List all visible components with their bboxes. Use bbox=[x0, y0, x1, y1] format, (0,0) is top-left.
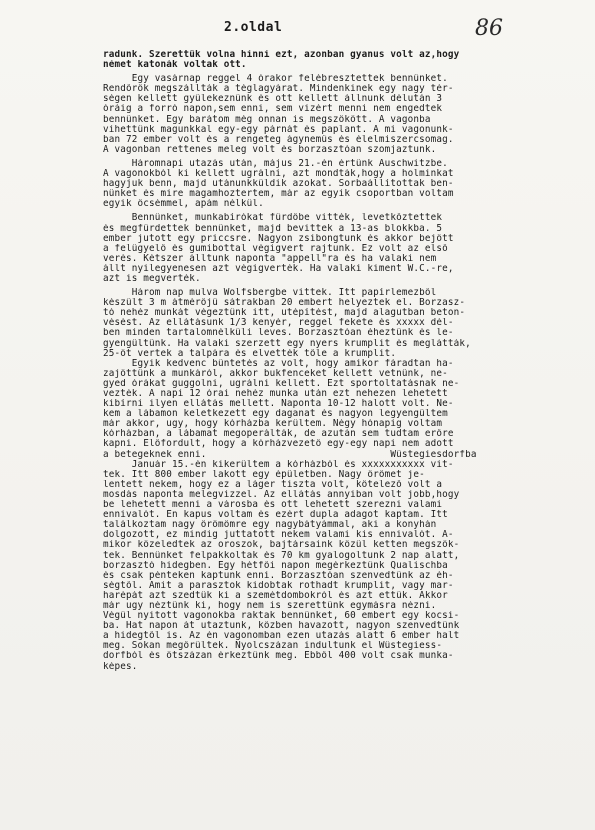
text-line: kem a lábamon keletkezett egy daganat és nagyon legyengültem bbox=[103, 409, 448, 420]
text-line: bennünket. Egy barátom még onnan is megszökött. A vagonba bbox=[103, 114, 431, 125]
text-line: kórházban, a lábamat megoperálták, de azután sem tudtam erőre bbox=[103, 429, 454, 440]
text-line: kapni. Előfordult, hogy a kórházvezető egy-egy napi nem adott bbox=[103, 439, 454, 450]
text-line: vezték. A napi 12 órai nehéz munka után ezt nehezen lehetett bbox=[103, 389, 448, 399]
text-line: tek. Bennünket felpakkoltak és 70 km gyalogoltunk 2 nap alatt, bbox=[103, 550, 460, 561]
text-line: harépát azt szedtük ki a szemétdombokról és azt ettük. Akkor bbox=[103, 590, 448, 601]
text-line: gyed órákat guggolni, ugrálni kellett. Ezt sportoltatásnak ne- bbox=[103, 378, 460, 389]
text-line: dolgozott, ez mindig juttatott nekem valami kis ennivalót. A- bbox=[103, 530, 454, 541]
text-line: meg. Sokan megőrültek. Nyolcszázan indultunk el Wüstegiess- bbox=[103, 641, 443, 652]
handwritten-page-number: 86 bbox=[475, 16, 503, 41]
text-line: képes. bbox=[103, 661, 138, 672]
text-line: borzasztó hidegben. Egy hétfői napon megérkeztünk Qualischba bbox=[103, 560, 448, 571]
text-line: ba. Hat napon át utaztunk, közben havazott, nagyon szenvedtünk bbox=[103, 621, 460, 632]
text-line: vihettünk magunkkal egy-egy párnát és paplant. A mi vagonunk- bbox=[103, 124, 454, 135]
text-line: zajöttünk a munkáról, akkor bukfenceket kellett vetnünk, ne- bbox=[103, 368, 448, 379]
text-line: Három nap mulva Wolfsbergbe vittek. Itt papírlemezből bbox=[103, 288, 437, 299]
text-line: ségen kellett gyülekeznünk és ott kellett állnunk délután 3 bbox=[103, 94, 443, 105]
page-header bbox=[0, 14, 595, 44]
text-line: óráig a forró napon,sem enni, sem vizért menni nem engedtek bbox=[103, 104, 443, 115]
text-line: Rendőrök megszállták a téglagyárat. Mindenkinek egy nagy tér- bbox=[103, 84, 454, 95]
text-line: kibírni ilyen ellátás mellett. Naponta 10-12 halott volt. Ne- bbox=[103, 399, 454, 410]
text-line: a felügyelő és gumibottal végigvert rajtunk. Ez volt az első bbox=[103, 243, 448, 254]
text-line: tek. Itt 800 ember lakott egy épületben. Nagy örömet je- bbox=[103, 469, 425, 480]
paragraph bbox=[103, 74, 558, 155]
text-line: A vagonokból ki kellett ugrálni, azt mondták,hogy a holminkat bbox=[103, 169, 454, 180]
text-line: radunk. Szerettük volna hinni ezt, azonban gyanus volt az,hogy bbox=[103, 50, 460, 60]
text-line: vésést. Az ellátásunk 1/3 kenyér, reggel fekete és xxxxx dél- bbox=[103, 318, 454, 329]
text-line: már ugy néztünk ki, hogy nem is szerettünk egymásra nézni. bbox=[103, 600, 437, 611]
text-line: nünket és mire magamhoztertem, már az egyik csoportban voltam bbox=[103, 189, 454, 200]
text-line: mosdás naponta melegvizzel. Az ellátás annyiban volt jobb,hogy bbox=[103, 489, 460, 500]
text-line: dorfból és ötszázan érkeztünk meg. Ebből 400 volt csak munka- bbox=[103, 651, 454, 662]
text-line: hagyjuk benn, majd utánunkküldik azokat. Sorbaállítottak ben- bbox=[103, 179, 454, 190]
paragraph bbox=[103, 213, 558, 284]
text-line: Végül nyitott vagonokba raktak bennünket, 60 embert egy kocsi- bbox=[103, 611, 460, 622]
text-line: Egyik kedvenc büntetés az volt, hogy amikor fáradtan ha- bbox=[103, 358, 454, 369]
text-line: ban 72 ember volt és a rengeteg ágyneműs és élelmiszercsomag. bbox=[103, 134, 454, 145]
text-line: lentett nekem, hogy ez a láger tiszta volt, kötelező volt a bbox=[103, 479, 443, 490]
text-line: Január 15.-én kikerültem a kórházból és xxxxxxxxxxx vit- bbox=[103, 459, 454, 470]
text-line: verés. Kétszer álltunk naponta "appell"ra és ha valaki nem bbox=[103, 253, 437, 264]
text-line: gyengültünk. Ha valaki szerzett egy nyers krumplit és meglátták, bbox=[103, 338, 471, 349]
text-line: ben minden tartalomnélküli leves. Borzasztóan éheztünk és le- bbox=[103, 328, 454, 339]
text-line: és megfürdettek bennünket, majd bevittek a 13-as blokkba. 5 bbox=[103, 223, 443, 234]
paragraph bbox=[103, 50, 558, 70]
text-line: 25-öt vertek a talpára és elvették tőle a krumplit. bbox=[103, 348, 397, 359]
text-line: azt is megverték. bbox=[103, 273, 201, 284]
text-line: ennivalót. Én kapus voltam és ezért dupla adagot kaptam. Itt bbox=[103, 510, 448, 521]
paragraph bbox=[103, 159, 558, 209]
text-line: Bennünket, munkabírókat fürdőbe vitték, levetkőztettek bbox=[103, 213, 443, 224]
text-line: ségtől. Amit a parasztok kidobtak rothadt krumplit, vagy mar- bbox=[103, 580, 454, 591]
text-line: Egy vasárnap reggel 4 órakor felébresztettek bennünket. bbox=[103, 74, 448, 85]
text-line: a hidegtől is. Az én vagonomban ezen utazás alatt 6 ember halt bbox=[103, 631, 460, 642]
text-line: ember jutott egy priccsre. Nagyon zsibongtunk és akkor bejött bbox=[103, 233, 454, 244]
text-line: és csak pénteken kaptunk enni. Borzasztóan szenvedtünk az éh- bbox=[103, 570, 454, 581]
text-line: találkoztam nagy örömömre egy nagybátyámmal, aki a konyhán bbox=[103, 520, 437, 531]
document-body bbox=[103, 50, 558, 676]
text-line: mikor közeledtek az oroszok, bajtársaink közül ketten megszök- bbox=[103, 540, 460, 551]
text-line: már akkor, ugy, hogy kórházba kerültem. Négy hónapig voltam bbox=[103, 419, 443, 430]
text-line: Háromnapi utazás után, május 21.-én értünk Auschwitzbe. bbox=[103, 158, 448, 169]
text-line: a betegeknek enni. Wüstegiesdorfba bbox=[103, 449, 477, 460]
page-number: 2.oldal bbox=[224, 20, 283, 35]
text-line: német katonák voltak ott. bbox=[103, 60, 247, 71]
text-line: tó nehéz munkát végeztünk itt, utépítést, majd alagutban beton- bbox=[103, 308, 466, 319]
text-line: készült 3 m átmérőjü sátrakban 20 embert helyeztek el. Borzasz- bbox=[103, 298, 466, 309]
text-line: A vagonban rettenes meleg volt és borzasztóan szomjaztunk. bbox=[103, 144, 437, 155]
text-line: állt nyilegyenesen azt végigverték. Ha valaki kiment W.C.-re, bbox=[103, 263, 454, 274]
paragraph bbox=[103, 288, 558, 672]
text-line: egyik öcsémmel, apám nélkül. bbox=[103, 199, 264, 210]
text-line: be lehetett menni a városba és ott lehetett szerezni valami bbox=[103, 500, 443, 511]
